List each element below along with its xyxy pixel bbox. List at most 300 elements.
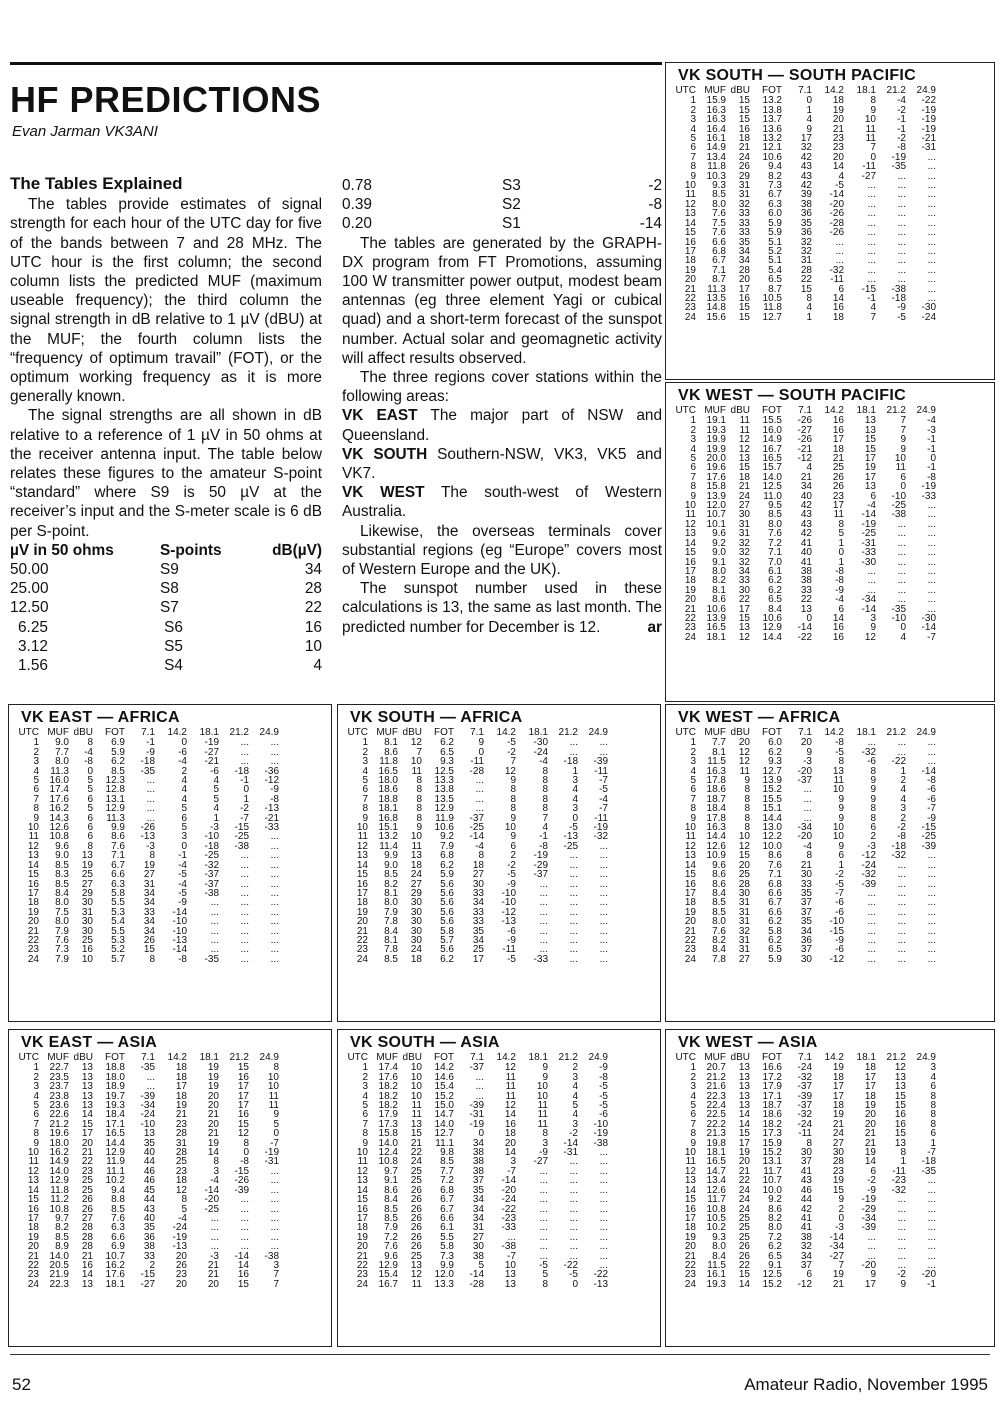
table-cell: -14: [469, 831, 484, 843]
microvolts-value: 0.78: [342, 177, 372, 194]
table-cell: 12: [504, 1062, 516, 1074]
table-cell: -10: [172, 925, 187, 937]
table-cell: -5: [835, 878, 844, 890]
table-cell: 20: [832, 151, 844, 163]
table-cell: 8: [510, 803, 516, 815]
table-cell: 6.2: [768, 916, 782, 928]
table-cell: 13: [81, 1071, 93, 1083]
table-cell: 12.5: [762, 1269, 782, 1281]
table-cell: 27: [738, 953, 750, 965]
table-cell: 8: [478, 850, 484, 862]
table-cell: -24: [172, 1222, 187, 1234]
table-cell: 7: [33, 1118, 39, 1130]
table-cell: 8.4: [55, 887, 69, 899]
table-cell: -13: [593, 1278, 608, 1290]
table-cell: 14.6: [434, 1071, 454, 1083]
table-cell: ...: [240, 1212, 249, 1224]
table-cell: 10.8: [49, 831, 69, 843]
table-cell: 6.7: [712, 255, 726, 267]
table-cell: ...: [146, 1071, 155, 1083]
table-cell: 9.7: [55, 1212, 69, 1224]
table-cell: -5: [835, 746, 844, 758]
table-cell: 18.2: [762, 1118, 782, 1130]
table-cell: 20: [27, 1241, 39, 1253]
table-cell: 3: [542, 1137, 548, 1149]
table-cell: 22: [27, 1259, 39, 1271]
table-row: [346, 1280, 608, 1289]
table-cell: 5.7: [440, 934, 454, 946]
table-cell: ...: [927, 916, 936, 928]
table-cell: 13: [356, 1175, 368, 1187]
table-cell: 11.3: [106, 812, 125, 824]
table-cell: ...: [569, 944, 578, 956]
table-cell: 11: [739, 415, 750, 427]
table-cell: 19.3: [105, 1100, 125, 1112]
table-cell: -27: [204, 746, 219, 758]
table-cell: -4: [599, 793, 608, 805]
table-cell: 13.6: [762, 123, 782, 135]
table-cell: ...: [897, 170, 906, 182]
table-cell: 7: [870, 311, 876, 323]
table-cell: ...: [569, 906, 578, 918]
table-cell: -7: [507, 1250, 516, 1262]
table-cell: 9.6: [384, 1250, 398, 1262]
table-cell: ...: [927, 1212, 936, 1224]
table-cell: ...: [599, 746, 608, 758]
table-cell: ...: [599, 944, 608, 956]
table-cell: 15: [864, 434, 876, 446]
table-cell: 25: [410, 1250, 422, 1262]
microvolts-value: 50.00: [10, 561, 49, 579]
table-cell: 9: [870, 622, 876, 634]
table-cell: 21: [800, 859, 812, 871]
table-cell: 20: [684, 274, 696, 286]
table-cell: 8: [744, 793, 750, 805]
table-cell: 40: [143, 1147, 155, 1159]
table-cell: 5: [572, 1100, 578, 1112]
table-cell: 14: [832, 292, 844, 304]
table-cell: 28: [175, 1147, 187, 1159]
table-cell: 17: [832, 1081, 844, 1093]
table-cell: 35: [472, 1184, 484, 1196]
table-cell: 26: [410, 1212, 422, 1224]
table-cell: 10: [267, 1081, 279, 1093]
table-cell: -7: [507, 1165, 516, 1177]
table-cell: 2: [33, 1071, 39, 1083]
table-cell: -19: [533, 850, 548, 862]
table-cell: ...: [867, 906, 876, 918]
table-cell: 9: [416, 822, 422, 834]
column-header: FOT: [105, 727, 125, 738]
region-text: The major part of NSW and Queensland.: [342, 407, 663, 444]
table-cell: -26: [829, 227, 844, 239]
table-cell: 13: [864, 424, 876, 436]
table-cell: -35: [140, 765, 155, 777]
table-cell: ...: [927, 227, 936, 239]
table-cell: -18: [563, 756, 578, 768]
table-cell: -10: [593, 1118, 608, 1130]
table-cell: 10.6: [706, 603, 726, 615]
table-cell: ...: [897, 1259, 906, 1271]
table-cell: 12: [27, 840, 39, 852]
table-cell: -14: [861, 603, 876, 615]
table-cell: -36: [264, 765, 279, 777]
table-cell: ...: [270, 869, 279, 881]
table-cell: -2: [240, 803, 249, 815]
table-cell: 16: [81, 944, 93, 956]
table-cell: 8.7: [768, 283, 782, 295]
table-cell: 10.5: [762, 292, 782, 304]
table-cell: 6.9: [111, 737, 125, 749]
table-cell: 24: [410, 869, 422, 881]
table-cell: -25: [469, 822, 484, 834]
table-cell: -5: [507, 737, 516, 749]
table-cell: 20: [207, 1118, 219, 1130]
table-cell: 20: [81, 1137, 93, 1149]
table-cell: 13: [684, 208, 696, 220]
table-cell: -4: [475, 840, 484, 852]
table-cell: 11.1: [435, 1137, 454, 1149]
table-cell: 23: [684, 622, 696, 634]
table-row: [346, 955, 608, 964]
table-cell: 12: [864, 631, 876, 643]
table-cell: 19: [27, 906, 39, 918]
table-cell: -26: [140, 822, 155, 834]
table-cell: ...: [146, 1081, 155, 1093]
table-cell: 7.7: [440, 1165, 454, 1177]
table-cell: 6.2: [768, 584, 782, 596]
table-cell: ...: [240, 906, 249, 918]
table-cell: 12: [684, 518, 696, 530]
table-cell: 7.8: [384, 944, 398, 956]
table-cell: 26: [738, 1241, 750, 1253]
s-point-table-continued: [342, 176, 662, 234]
table-cell: 21: [738, 481, 750, 493]
table-cell: 21: [738, 142, 750, 154]
table-cell: -3: [867, 840, 876, 852]
table-cell: -2: [897, 104, 906, 116]
table-cell: 4: [838, 170, 844, 182]
table-cell: 13.4: [706, 1175, 726, 1187]
article-column-2: [342, 176, 662, 637]
table-cell: 10: [832, 822, 844, 834]
table-cell: ...: [867, 255, 876, 267]
table-cell: 22: [684, 292, 696, 304]
table-cell: -37: [797, 1100, 812, 1112]
column-header: MUF: [704, 727, 726, 738]
table-cell: 34: [143, 897, 155, 909]
table-cell: 7: [690, 151, 696, 163]
table-cell: 0: [273, 1128, 279, 1140]
table-cell: ...: [927, 565, 936, 577]
table-cell: -5: [897, 311, 906, 323]
table-cell: 13: [738, 1081, 750, 1093]
table-cell: ...: [599, 737, 608, 749]
table-cell: ...: [927, 594, 936, 606]
table-cell: 28: [738, 878, 750, 890]
table-cell: 13.8: [434, 784, 454, 796]
dbuv-value: 28: [304, 580, 322, 598]
table-cell: 18.8: [105, 1062, 125, 1074]
table-cell: 10: [410, 1090, 422, 1102]
table-cell: ...: [927, 217, 936, 229]
table-cell: 17: [864, 453, 876, 465]
table-cell: ...: [569, 1203, 578, 1215]
table-cell: 5: [181, 822, 187, 834]
table-cell: 11.1: [106, 1165, 125, 1177]
table-cell: 7: [33, 793, 39, 805]
table-cell: 5.9: [768, 227, 782, 239]
table-cell: 5: [87, 784, 93, 796]
table-cell: ...: [210, 897, 219, 909]
table-cell: 11: [865, 123, 876, 135]
table-cell: 1: [690, 415, 696, 427]
table-cell: 16.2: [105, 1259, 125, 1271]
table-cell: ...: [569, 1241, 578, 1253]
table-cell: 8: [416, 793, 422, 805]
table-cell: ...: [270, 887, 279, 899]
table-cell: 21: [175, 1109, 187, 1121]
column-header: 14.2: [167, 727, 187, 738]
table-cell: 8.2: [712, 934, 726, 946]
table-cell: 8: [744, 784, 750, 796]
table-cell: 8: [870, 95, 876, 107]
table-cell: -1: [927, 1278, 936, 1290]
table-cell: 15: [738, 95, 750, 107]
table-cell: 1: [690, 95, 696, 107]
table-cell: 16.3: [706, 765, 726, 777]
table-cell: -5: [507, 869, 516, 881]
table-cell: ...: [240, 869, 249, 881]
table-cell: 19: [864, 462, 876, 474]
table-cell: 15: [738, 104, 750, 116]
table-cell: ...: [927, 1203, 936, 1215]
table-cell: ...: [599, 1165, 608, 1177]
table-cell: -30: [533, 737, 548, 749]
table-cell: 6.1: [768, 565, 782, 577]
table-cell: 8: [806, 850, 812, 862]
table-cell: ...: [927, 850, 936, 862]
table-cell: 13: [894, 1081, 906, 1093]
table-cell: ...: [240, 1222, 249, 1234]
table-cell: ...: [569, 850, 578, 862]
table-cell: 32: [800, 245, 812, 257]
table-cell: 22: [27, 934, 39, 946]
table-cell: 30: [800, 953, 812, 965]
table-cell: ...: [867, 1250, 876, 1262]
region-name: VK EAST: [342, 407, 418, 425]
table-cell: 20: [207, 1278, 219, 1290]
column-header: 18.1: [199, 1052, 219, 1063]
table-cell: 7: [416, 746, 422, 758]
table-cell: 27: [832, 1137, 844, 1149]
table-cell: 17.1: [762, 1090, 782, 1102]
s-point-row: [342, 214, 662, 233]
table-cell: -7: [270, 1137, 279, 1149]
table-cell: 18.2: [378, 1100, 398, 1112]
table-cell: 30: [81, 916, 93, 928]
table-cell: 22.5: [706, 1109, 726, 1121]
table-cell: -11: [470, 756, 484, 768]
table-cell: 14: [237, 1259, 249, 1271]
table-cell: 8.2: [55, 1222, 69, 1234]
table-cell: -39: [593, 756, 608, 768]
table-cell: ...: [539, 878, 548, 890]
table-cell: 14: [832, 161, 844, 173]
table-cell: 17.4: [49, 784, 69, 796]
table-cell: ...: [270, 1222, 279, 1234]
table-cell: ...: [927, 756, 936, 768]
table-cell: 1: [806, 311, 812, 323]
table-cell: 43: [800, 170, 812, 182]
table-cell: ...: [867, 264, 876, 276]
table-cell: 45: [143, 1184, 155, 1196]
table-cell: 8: [416, 775, 422, 787]
table-cell: -35: [891, 161, 906, 173]
table-cell: 5: [181, 1203, 187, 1215]
table-cell: 17: [472, 953, 484, 965]
table-cell: 18: [864, 1062, 876, 1074]
table-cell: 14: [504, 1109, 516, 1121]
column-header: MUF: [376, 1052, 398, 1063]
column-header: FOT: [762, 85, 782, 96]
table-cell: 20: [504, 1137, 516, 1149]
table-cell: 19.7: [105, 1090, 125, 1102]
table-cell: 8: [930, 1118, 936, 1130]
table-cell: 7.3: [440, 1250, 454, 1262]
table-cell: 15.5: [762, 415, 782, 427]
table-cell: 23: [175, 1269, 187, 1281]
table-cell: 7: [542, 812, 548, 824]
table-cell: ...: [897, 1231, 906, 1243]
column-header: 18.1: [856, 1052, 876, 1063]
table-cell: 5.8: [440, 925, 454, 937]
table-cell: 11: [895, 462, 906, 474]
table-cell: 13: [81, 1090, 93, 1102]
table-cell: 30: [738, 584, 750, 596]
table-cell: ...: [927, 151, 936, 163]
table-cell: -24: [861, 859, 876, 871]
table-cell: -6: [927, 784, 936, 796]
table-cell: 19.3: [706, 424, 726, 436]
table-cell: -32: [861, 869, 876, 881]
table-cell: 9.4: [768, 161, 782, 173]
table-cell: 7.6: [768, 859, 782, 871]
table-cell: -20: [204, 1194, 219, 1206]
table-cell: ...: [599, 1175, 608, 1187]
table-cell: 24: [738, 1203, 750, 1215]
table-cell: ...: [475, 784, 484, 796]
table-cell: 26: [410, 1231, 422, 1243]
table-cell: 9: [806, 123, 812, 135]
table-cell: -9: [507, 934, 516, 946]
table-cell: 3: [930, 1062, 936, 1074]
table-cell: -4: [210, 1175, 219, 1187]
table-cell: 8: [416, 784, 422, 796]
table-cell: -21: [264, 812, 279, 824]
table-cell: 41: [800, 1222, 812, 1234]
table-cell: ...: [210, 944, 219, 956]
table-cell: ...: [927, 264, 936, 276]
table-cell: 8: [930, 1090, 936, 1102]
table-cell: 3: [690, 1081, 696, 1093]
table-cell: 22: [410, 1147, 422, 1159]
table-cell: 5.1: [768, 236, 782, 248]
table-cell: -34: [861, 1212, 876, 1224]
table-cell: 17: [738, 283, 750, 295]
table-cell: 7: [900, 415, 906, 427]
table-cell: ...: [927, 274, 936, 286]
table-cell: ...: [867, 887, 876, 899]
table-cell: 14.3: [49, 812, 69, 824]
table-cell: ...: [897, 887, 906, 899]
table-cell: 8.1: [384, 737, 398, 749]
region-text: The south-west of Western Australia.: [342, 484, 662, 521]
table-cell: 11.4: [379, 840, 398, 852]
table-cell: ...: [927, 869, 936, 881]
table-cell: 22: [800, 594, 812, 606]
table-cell: 22.6: [49, 1109, 69, 1121]
table-cell: 16: [356, 1203, 368, 1215]
table-cell: 21: [832, 1278, 844, 1290]
table-cell: 15.1: [762, 803, 782, 815]
table-cell: 3: [33, 1081, 39, 1093]
table-cell: -20: [501, 1184, 516, 1196]
table-cell: 34: [800, 1250, 812, 1262]
column-header: 14.2: [824, 405, 844, 416]
table-cell: -37: [204, 878, 219, 890]
table-cell: ...: [539, 906, 548, 918]
table-cell: 20: [832, 114, 844, 126]
table-cell: 12: [410, 737, 422, 749]
table-cell: -35: [921, 1165, 936, 1177]
table-cell: 31: [143, 878, 155, 890]
table-cell: -11: [830, 274, 844, 286]
table-cell: 5: [33, 1100, 39, 1112]
table-cell: 5.6: [440, 906, 454, 918]
table-cell: -33: [501, 1222, 516, 1234]
table-cell: 21.2: [706, 1071, 726, 1083]
table-cell: 26: [410, 1203, 422, 1215]
table-cell: 23: [684, 1269, 696, 1281]
table-cell: 8.0: [55, 916, 69, 928]
table-cell: 4: [542, 822, 548, 834]
table-cell: -23: [891, 1175, 906, 1187]
table-cell: -13: [563, 831, 578, 843]
table-cell: 2: [870, 831, 876, 843]
table-cell: 6.0: [768, 208, 782, 220]
table-cell: 32: [800, 1241, 812, 1253]
table-cell: 40: [143, 1212, 155, 1224]
table-cell: ...: [475, 1071, 484, 1083]
table-cell: 25: [81, 869, 93, 881]
table-cell: ...: [927, 859, 936, 871]
dbuv-value: 22: [304, 599, 322, 617]
table-cell: 42: [800, 1203, 812, 1215]
table-cell: 13.3: [434, 775, 454, 787]
table-cell: 16.5: [378, 765, 398, 777]
table-cell: ...: [867, 565, 876, 577]
table-cell: 14.0: [434, 1118, 454, 1130]
table-cell: 44: [143, 1194, 155, 1206]
panel-vk-west-africa: [665, 704, 995, 1022]
table-cell: ...: [475, 775, 484, 787]
table-cell: -14: [563, 1137, 578, 1149]
table-cell: 11: [357, 831, 368, 843]
table-cell: 14.4: [706, 831, 726, 843]
table-cell: 10.5: [706, 1212, 726, 1224]
table-cell: 7.1: [768, 547, 782, 559]
